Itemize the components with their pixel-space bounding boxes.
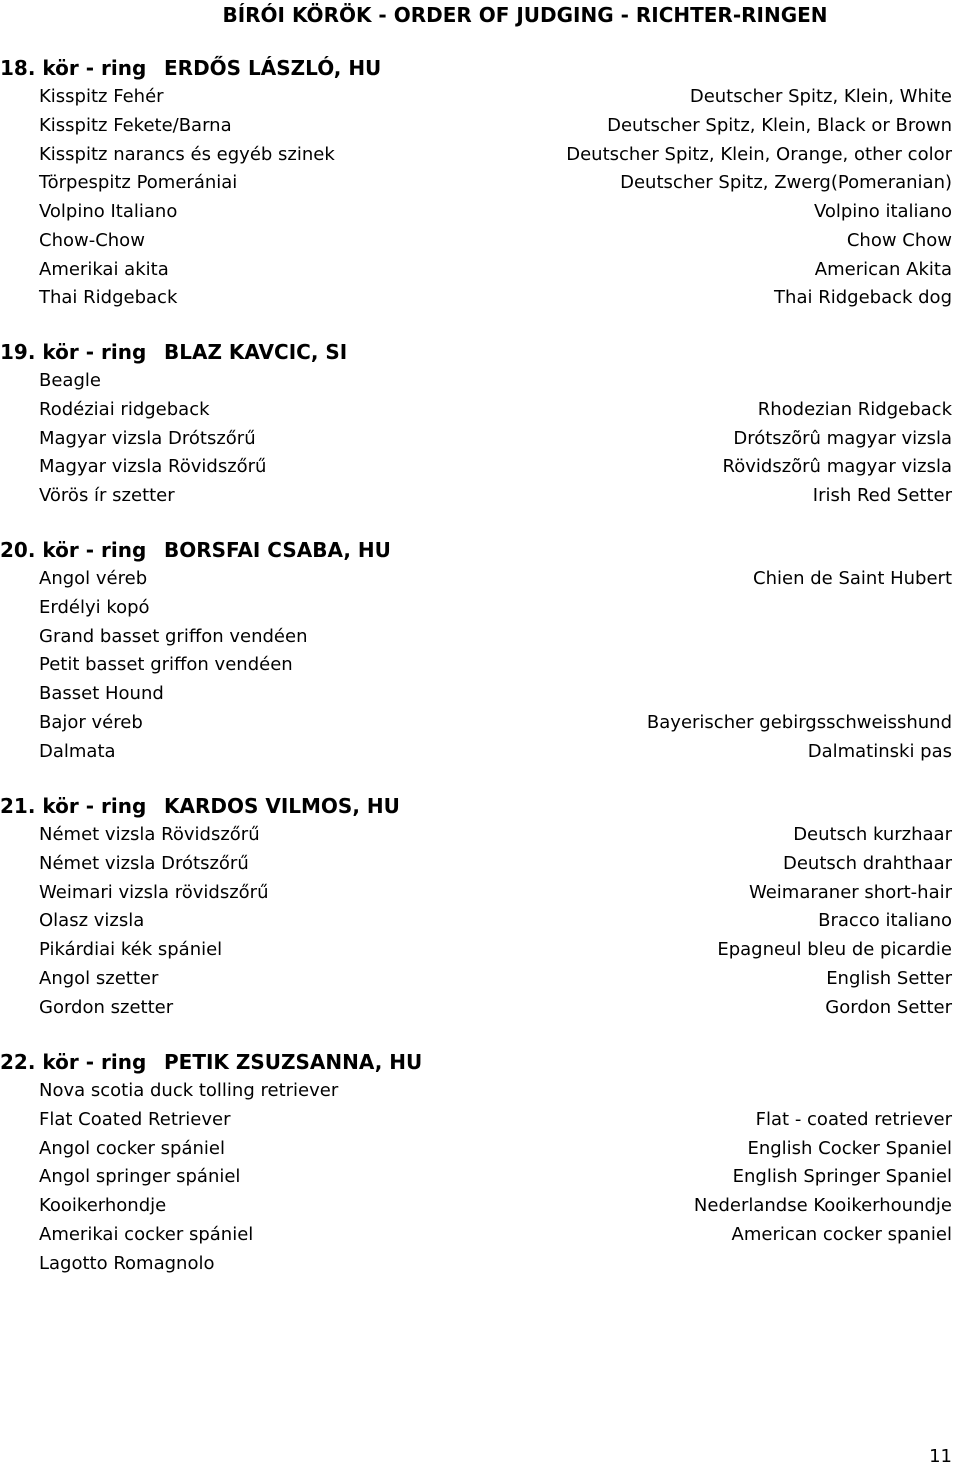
breed-name-hu: Petit basset griffon vendéen — [39, 654, 293, 676]
ring-section-22 — [0, 1048, 960, 1278]
breed-name-en: Bayerischer gebirgsschweisshund — [646, 711, 952, 733]
breed-name-en: Dalmatinski pas — [807, 740, 952, 762]
breed-name-en: Chien de Saint Hubert — [753, 568, 952, 589]
page-number: 11 — [929, 1446, 952, 1467]
breed-name-en: Volpino italiano — [813, 201, 952, 222]
breed-name-hu: Kooikerhondje — [39, 1195, 167, 1216]
breed-name-hu: Angol véreb — [39, 568, 148, 589]
breed-row — [0, 680, 960, 709]
ring-number: 20. kör - ring — [0, 538, 147, 562]
breed-row — [0, 1163, 960, 1192]
breed-name-hu: Amerikai cocker spániel — [39, 1223, 254, 1245]
breed-name-en: English Springer Spaniel — [732, 1166, 952, 1188]
breed-name-en: Deutscher Spitz, Zwerg(Pomeranian) — [620, 172, 952, 194]
breed-name-hu: Német vizsla Rövidszőrű — [39, 824, 260, 845]
breed-row — [0, 850, 960, 879]
breed-name-en: Deutscher Spitz, Klein, White — [689, 86, 952, 107]
document-header — [0, 2, 960, 28]
breed-row — [0, 396, 960, 425]
breed-row — [0, 651, 960, 680]
breed-name-hu: Angol cocker spániel — [39, 1137, 225, 1159]
breed-row — [0, 879, 960, 908]
breed-row — [0, 1135, 960, 1164]
breed-row — [0, 994, 960, 1023]
breed-row — [0, 1221, 960, 1250]
ring-number: 19. kör - ring — [0, 340, 147, 364]
judge-name: KARDOS VILMOS, HU — [164, 794, 400, 818]
breed-name-en: Nederlandse Kooikerhoundje — [693, 1195, 952, 1216]
document-title: BÍRÓI KÖRÖK - ORDER OF JUDGING - RICHTER-RINGEN — [222, 3, 828, 27]
ring-number: 18. kör - ring — [0, 56, 147, 80]
ring-heading — [0, 338, 960, 367]
breed-row — [0, 482, 960, 511]
ring-section-18 — [0, 54, 960, 313]
breed-name-en: Rhodezian Ridgeback — [757, 398, 952, 420]
breed-name-en: Deutscher Spitz, Klein, Black or Brown — [607, 114, 952, 136]
breed-row — [0, 1077, 960, 1106]
breed-name-en: Epagneul bleu de picardie — [717, 939, 952, 960]
breed-name-en: Deutsch kurzhaar — [793, 824, 952, 845]
ring-number: 21. kör - ring — [0, 794, 147, 818]
breed-row — [0, 367, 960, 396]
breed-row — [0, 1106, 960, 1135]
breed-row — [0, 565, 960, 594]
breed-name-hu: Német vizsla Drótszőrű — [39, 852, 249, 874]
judge-name: ERDŐS LÁSZLÓ, HU — [164, 56, 382, 80]
breed-name-hu: Törpespitz Pomerániai — [39, 172, 238, 194]
breed-row — [0, 594, 960, 623]
breed-row — [0, 709, 960, 738]
breed-row — [0, 227, 960, 256]
breed-row — [0, 83, 960, 112]
breed-name-en: Deutsch drahthaar — [783, 852, 952, 874]
breed-row — [0, 965, 960, 994]
breed-name-hu: Amerikai akita — [39, 258, 169, 280]
ring-section-19 — [0, 338, 960, 511]
breed-name-en: Drótszõrû magyar vizsla — [733, 427, 952, 449]
ring-heading — [0, 1048, 960, 1077]
ring-section-20 — [0, 536, 960, 766]
breed-name-hu: Grand basset griffon vendéen — [39, 625, 308, 647]
breed-name-hu: Lagotto Romagnolo — [39, 1252, 215, 1274]
breed-name-en: Gordon Setter — [825, 996, 952, 1018]
breed-row — [0, 453, 960, 482]
breed-name-hu: Rodéziai ridgeback — [39, 398, 210, 420]
breed-name-en: American Akita — [814, 258, 952, 280]
breed-row — [0, 821, 960, 850]
judge-name: BLAZ KAVCIC, SI — [164, 340, 348, 364]
breed-row — [0, 907, 960, 936]
breed-name-hu: Flat Coated Retriever — [39, 1108, 231, 1130]
breed-name-hu: Bajor véreb — [39, 711, 143, 733]
breed-name-hu: Kisspitz narancs és egyéb szinek — [39, 143, 335, 165]
breed-name-en: Rövidszõrû magyar vizsla — [722, 456, 952, 478]
breed-name-en: Flat - coated retriever — [755, 1108, 952, 1130]
ring-section-21 — [0, 792, 960, 1022]
breed-name-hu: Erdélyi kopó — [39, 596, 150, 618]
breed-name-hu: Thai Ridgeback — [39, 287, 178, 309]
breed-row — [0, 112, 960, 141]
breed-row — [0, 284, 960, 313]
breed-name-hu: Chow-Chow — [39, 229, 145, 251]
ring-heading — [0, 536, 960, 565]
breed-name-hu: Basset Hound — [39, 683, 164, 704]
ring-heading — [0, 54, 960, 83]
breed-name-hu: Gordon szetter — [39, 996, 174, 1018]
breed-name-hu: Magyar vizsla Drótszőrű — [39, 427, 256, 449]
breed-name-en: Irish Red Setter — [812, 485, 952, 506]
breed-row — [0, 256, 960, 285]
breed-name-hu: Beagle — [39, 370, 101, 391]
breed-name-hu: Kisspitz Fekete/Barna — [39, 114, 232, 136]
judge-name: BORSFAI CSABA, HU — [164, 538, 391, 562]
breed-name-en: English Setter — [826, 967, 952, 989]
ring-number: 22. kör - ring — [0, 1050, 147, 1074]
breed-name-hu: Nova scotia duck tolling retriever — [39, 1080, 339, 1101]
ring-heading — [0, 792, 960, 821]
breed-name-hu: Angol springer spániel — [39, 1166, 241, 1188]
breed-row — [0, 1192, 960, 1221]
breed-name-hu: Pikárdiai kék spániel — [39, 939, 223, 960]
breed-name-en: American cocker spaniel — [731, 1223, 952, 1245]
breed-row — [0, 169, 960, 198]
breed-row — [0, 738, 960, 767]
breed-row — [0, 141, 960, 170]
breed-name-en: Weimaraner short-hair — [748, 881, 952, 903]
breed-name-en: Chow Chow — [846, 229, 952, 251]
breed-row — [0, 425, 960, 454]
breed-name-en: Bracco italiano — [818, 910, 952, 932]
breed-row — [0, 936, 960, 965]
breed-name-hu: Olasz vizsla — [39, 910, 145, 932]
breed-name-hu: Dalmata — [39, 740, 116, 762]
breed-name-hu: Kisspitz Fehér — [39, 86, 164, 107]
breed-name-en: English Cocker Spaniel — [747, 1137, 952, 1159]
breed-row — [0, 623, 960, 652]
breed-name-en: Thai Ridgeback dog — [774, 287, 952, 309]
breed-name-hu: Weimari vizsla rövidszőrű — [39, 881, 269, 903]
breed-row — [0, 198, 960, 227]
breed-name-hu: Angol szetter — [39, 967, 159, 989]
breed-name-hu: Volpino Italiano — [39, 201, 178, 222]
breed-name-hu: Magyar vizsla Rövidszőrű — [39, 456, 267, 478]
breed-row — [0, 1250, 960, 1279]
breed-name-en: Deutscher Spitz, Klein, Orange, other color — [566, 143, 952, 165]
breed-name-hu: Vörös ír szetter — [39, 485, 175, 506]
judge-name: PETIK ZSUZSANNA, HU — [164, 1050, 423, 1074]
